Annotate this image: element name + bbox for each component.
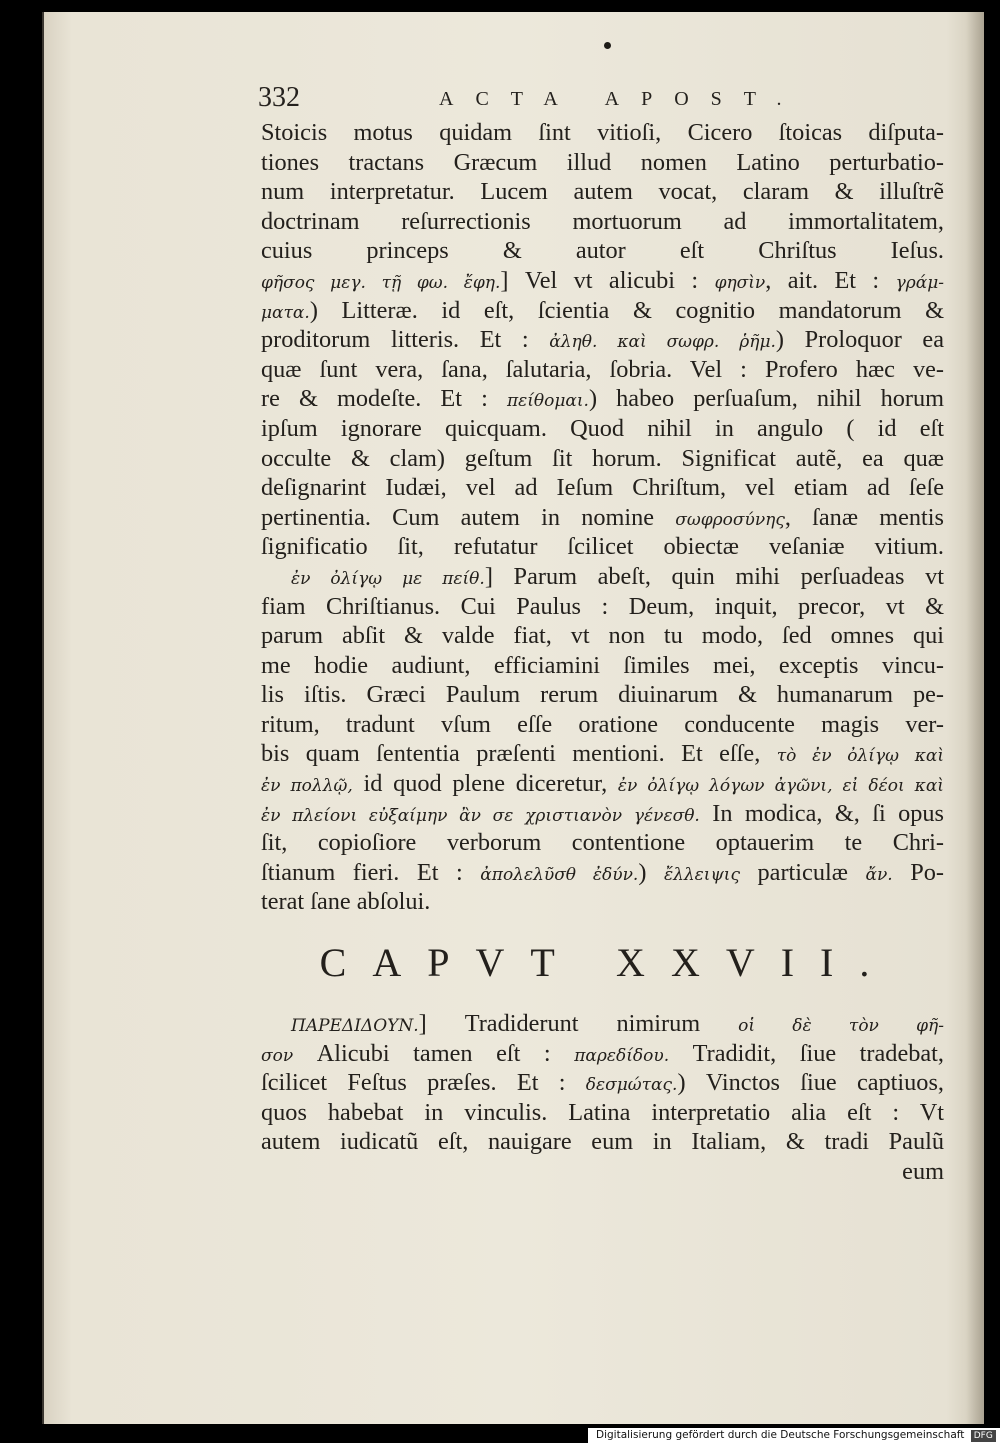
latin-text: autem iudicatũ eſt, nauigare eum in Italiam, & tradi Paulũ — [261, 1128, 944, 1156]
latin-text: lis iſtis. Græci Paulum rerum diuinarum & humanarum pe- — [261, 681, 944, 709]
latin-text: In modica, &, ſi opus — [699, 799, 945, 827]
text-line — [261, 651, 944, 681]
text-line — [261, 532, 944, 562]
latin-text: proditorum litteris. Et : — [261, 326, 550, 354]
greek-phrase: σον — [261, 1045, 294, 1066]
latin-text: occulte & clam) geſtum ſit horum. Significat autẽ, ea quæ — [261, 444, 944, 472]
latin-text: ) Vinctos ſiue captiuos, — [677, 1069, 944, 1097]
greek-phrase: ματα. — [261, 302, 310, 323]
greek-phrase: γράμ- — [895, 272, 944, 293]
text-line — [261, 325, 944, 355]
latin-text: ſit, copioſiore verborum contentione optauerim te Chri- — [261, 829, 944, 857]
latin-text: id quod plene diceretur, — [352, 770, 618, 798]
text-line — [261, 296, 944, 326]
commentary-text — [261, 118, 944, 917]
greek-phrase: ἐν ὀλίγῳ με πείθ. — [291, 568, 485, 589]
latin-text: ſtianum fieri. Et : — [261, 858, 481, 886]
greek-phrase: ἔλλειψις — [663, 864, 740, 885]
latin-text: parum abſit & valde fiat, vt non tu modo, ſed omnes qui — [261, 622, 944, 650]
page-body — [261, 118, 944, 1187]
latin-text: quæ ſunt vera, ſana, ſalutaria, ſobria. Vel : Profero hæc ve- — [261, 355, 944, 383]
text-line — [261, 1009, 944, 1039]
text-line — [261, 1127, 944, 1157]
chapter-heading: CAPVT XXVII. — [319, 940, 896, 986]
text-line — [261, 1068, 944, 1098]
text-line — [261, 799, 944, 829]
text-line — [261, 680, 944, 710]
greek-phrase: οἱ δὲ τὸν φῆ- — [738, 1016, 944, 1037]
text-line — [261, 828, 944, 858]
text-line — [261, 473, 944, 503]
latin-text: doctrinam reſurrectionis mortuorum ad immortalitatem, — [261, 207, 944, 235]
greek-phrase: πείθομαι. — [506, 391, 589, 412]
latin-text: ] Vel vt alicubi : — [500, 266, 715, 294]
latin-text: tiones tractans Græcum illud nomen Latino perturbatio- — [261, 148, 944, 176]
text-line — [261, 710, 944, 740]
text-line — [261, 592, 944, 622]
latin-text: ipſum ignorare quicquam. Quod nihil in angulo ( id eſt — [261, 414, 944, 442]
text-line — [261, 355, 944, 385]
greek-phrase: σωφροσύνης — [675, 509, 785, 530]
catchword: eum — [902, 1158, 944, 1185]
latin-text: deſignarint Iudæi, vel ad Ieſum Chriſtum, vel etiam ad ſeſe — [261, 474, 944, 502]
latin-text: ] Parum abeſt, quin mihi perſuadeas vt — [484, 562, 944, 590]
text-line — [261, 739, 944, 769]
latin-text: Po- — [892, 858, 945, 886]
text-line — [261, 887, 944, 917]
text-line — [261, 414, 944, 444]
latin-text: me hodie audiunt, efficiamini ſimiles mei, exceptis vincu- — [261, 651, 944, 679]
latin-text: cuius princeps & autor eſt Chriſtus Ieſus. — [261, 237, 944, 265]
greek-phrase: ἐν ὀλίγῳ λόγων ἀγῶνι, εἰ δέοι καὶ — [617, 776, 944, 797]
greek-phrase: φῆσος μεγ. τῇ φω. ἔφη. — [261, 272, 501, 293]
credit-text: Digitalisierung gefördert durch die Deutsche Forschungsgemeinschaft — [596, 1429, 965, 1441]
latin-text: pertinentia. Cum autem in nomine — [261, 503, 676, 531]
latin-text: bis quam ſententia præſenti mentioni. Et eſſe, — [261, 740, 777, 768]
latin-text: ſignificatio ſit, refutatur ſcilicet obiectæ veſaniæ vitium. — [261, 533, 944, 561]
latin-text: ) habeo perſuaſum, nihil horum — [588, 385, 945, 413]
latin-text: terat ſane abſolui. — [261, 888, 431, 916]
running-title: ACTA APOST. — [439, 88, 804, 110]
text-line — [261, 207, 944, 237]
latin-text: num interpretatur. Lucem autem vocat, claram & illuſtrẽ — [261, 178, 944, 206]
latin-text: , ſanæ mentis — [784, 503, 944, 531]
text-line — [261, 118, 944, 148]
latin-text: Alicubi tamen eſt : — [293, 1039, 575, 1067]
text-line — [261, 148, 944, 178]
greek-phrase: ἄν. — [865, 864, 893, 885]
greek-phrase: ΠΑΡΕΔΙΔΟΥΝ. — [291, 1016, 419, 1037]
latin-text: ] Tradiderunt nimirum — [418, 1010, 739, 1038]
greek-phrase: δεσμώτας. — [585, 1075, 678, 1096]
latin-text: Tradidit, ſiue tradebat, — [669, 1039, 944, 1067]
latin-text: ſcilicet Feſtus præſes. Et : — [261, 1069, 586, 1097]
text-line — [261, 621, 944, 651]
text-line — [261, 236, 944, 266]
greek-phrase: ἀπολελῦσθ ἐδύν. — [480, 864, 639, 885]
text-line — [261, 177, 944, 207]
text-line — [261, 503, 944, 533]
text-line — [261, 1039, 944, 1069]
latin-text: particulæ — [739, 858, 866, 886]
latin-text: ) Proloquor ea — [775, 326, 945, 354]
greek-phrase: ἐν πλείονι εὐξαίμην ἂν σε χριστιανὸν γένεσθ. — [261, 805, 700, 826]
text-line — [261, 266, 944, 296]
text-line — [261, 1098, 944, 1128]
chapter-text — [261, 1009, 944, 1157]
book-page — [42, 12, 984, 1424]
greek-phrase: τὸ ἐν ὀλίγῳ καὶ — [776, 746, 944, 767]
text-line — [261, 384, 944, 414]
page-number: 332 — [258, 82, 300, 113]
text-line — [261, 858, 944, 888]
text-line — [261, 769, 944, 799]
dfg-logo: DFG — [971, 1430, 996, 1442]
latin-text: re & modeſte. Et : — [261, 385, 507, 413]
latin-text: fiam Chriſtianus. Cui Paulus : Deum, inquit, precor, vt & — [261, 592, 944, 620]
latin-text: ) — [638, 858, 664, 886]
greek-phrase: φησὶν — [714, 272, 766, 293]
ink-dot — [604, 42, 611, 49]
latin-text: ) Litteræ. id eſt, ſcientia & cognitio mandatorum & — [309, 296, 944, 324]
latin-text: Stoicis motus quidam ſint vitioſi, Cicero ſtoicas diſputa- — [261, 119, 944, 146]
text-line — [261, 444, 944, 474]
greek-phrase: παρεδίδου. — [574, 1045, 670, 1066]
greek-phrase: ἀληθ. καὶ σωφρ. ῥῆμ. — [549, 332, 776, 353]
digitization-credit-bar — [588, 1428, 1000, 1443]
greek-phrase: ἐν πολλῷ, — [261, 776, 353, 797]
latin-text: , ait. Et : — [765, 266, 896, 294]
text-line — [261, 562, 944, 592]
latin-text: ritum, tradunt vſum eſſe oratione conducente magis ver- — [261, 710, 944, 738]
latin-text: quos habebat in vinculis. Latina interpretatio alia eſt : Vt — [261, 1098, 944, 1126]
